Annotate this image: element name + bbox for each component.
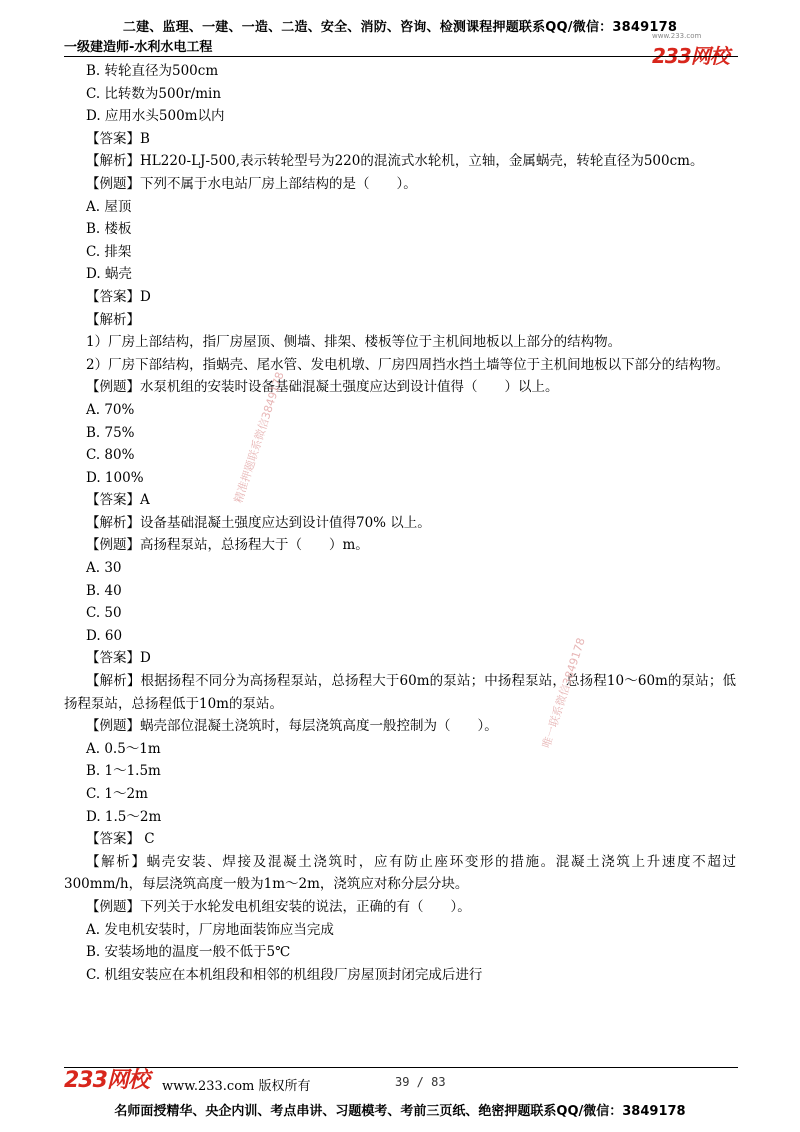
content-line: C. 80% [86, 447, 135, 464]
content-line: 【答案】A [86, 492, 150, 509]
page-number: 39 / 83 [395, 1075, 446, 1089]
content-line: B. 40 [86, 582, 122, 599]
footer-promo-text: 名师面授精华、央企内训、考点串讲、习题模考、考前三页纸、绝密押题联系QQ/微信：3849178 [114, 1104, 686, 1119]
content-line: 1）厂房上部结构，指厂房屋顶、侧墙、排架、楼板等位于主机间地板以上部分的结构物。 [86, 334, 622, 351]
footer-copyright: www.233.com 版权所有 [162, 1079, 311, 1094]
watermark-text: 唯一联系微信3849178 [539, 636, 588, 750]
content-line: C. 50 [86, 605, 122, 622]
content-line: C. 排架 [86, 243, 132, 260]
footer-divider [64, 1067, 738, 1068]
document-subtitle: 一级建造师-水利水电工程 [64, 40, 213, 55]
content-line: 【例题】下列不属于水电站厂房上部结构的是（ ）。 [86, 175, 417, 192]
content-line: 【答案】D [86, 288, 151, 305]
content-line: B. 1～1.5m [86, 763, 161, 780]
content-line: C. 1～2m [86, 786, 148, 802]
content-line: 【例题】高扬程泵站，总扬程大于（ ）m。 [86, 537, 369, 554]
header-banner-text: 二建、监理、一建、一造、二造、安全、消防、咨询、检测课程押题联系QQ/微信：3849178 [122, 20, 678, 35]
logo-text: 233网校 [652, 44, 729, 68]
content-line: 【解析】设备基础混凝土强度应达到设计值得70% 以上。 [86, 514, 431, 531]
content-line: A. 30 [86, 560, 122, 577]
content-line: B. 转轮直径为500cm [86, 63, 219, 79]
content-line: C. 比转数为500r/min [86, 85, 222, 102]
content-line: 【例题】水泵机组的安装时设备基础混凝土强度应达到设计值得（ ）以上。 [86, 379, 559, 396]
content-line: A. 屋顶 [86, 198, 132, 215]
content-line: D. 应用水头500m以内 [86, 108, 225, 125]
content-line: D. 蜗壳 [86, 266, 132, 283]
logo-url: www.233.com [652, 32, 702, 40]
content-line: 2）厂房下部结构，指蜗壳、尾水管、发电机墩、厂房四周挡水挡土墙等位于主机间地板以下部分的结构物。 [86, 356, 730, 373]
watermark-text: 精准押题联系微信3849178 [231, 370, 287, 505]
content-line: B. 安装场地的温度一般不低于5℃ [86, 944, 291, 961]
content-line: D. 100% [86, 469, 144, 486]
content-line: 【答案】 C [86, 831, 155, 848]
content-line: C. 机组安装应在本机组段和相邻的机组段厂房屋顶封闭完成后进行 [86, 966, 483, 983]
content-line: 【解析】根据扬程不同分为高扬程泵站，总扬程大于60m的泵站；中扬程泵站，总扬程10～60m的泵站；低扬程泵站，总扬程低于10m的泵站。 [64, 673, 736, 712]
content-line: A. 70% [86, 401, 135, 418]
content-line: 【例题】蜗壳部位混凝土浇筑时，每层浇筑高度一般控制为（ ）。 [86, 718, 498, 735]
content-line: A. 0.5～1m [86, 740, 161, 757]
header-divider [64, 56, 738, 57]
content-line: 【答案】D [86, 650, 151, 667]
content-line: D. 60 [86, 627, 123, 644]
content-line: 【解析】蜗壳安装、焊接及混凝土浇筑时，应有防止座环变形的措施。混凝土浇筑上升速度不超过300mm/h，每层浇筑高度一般为1m～2m，浇筑应对称分层分块。 [64, 853, 736, 893]
document-body [64, 60, 736, 986]
content-line: 【解析】HL220-LJ-500,表示转轮型号为220的混流式水轮机，立轴，金属蜗壳，转轮直径为500cm。 [86, 153, 704, 170]
content-line: 【解析】 [86, 311, 140, 328]
content-line: B. 75% [86, 424, 135, 441]
content-line: A. 发电机安装时，厂房地面装饰应当完成 [86, 921, 334, 938]
logo-233-footer: 233网校 [64, 1068, 149, 1093]
content-line: 【例题】下列关于水轮发电机组安装的说法，正确的有（ ）。 [86, 898, 471, 915]
content-line: 【答案】B [86, 130, 150, 147]
content-line: B. 楼板 [86, 221, 132, 238]
content-line: D. 1.5～2m [86, 808, 162, 825]
